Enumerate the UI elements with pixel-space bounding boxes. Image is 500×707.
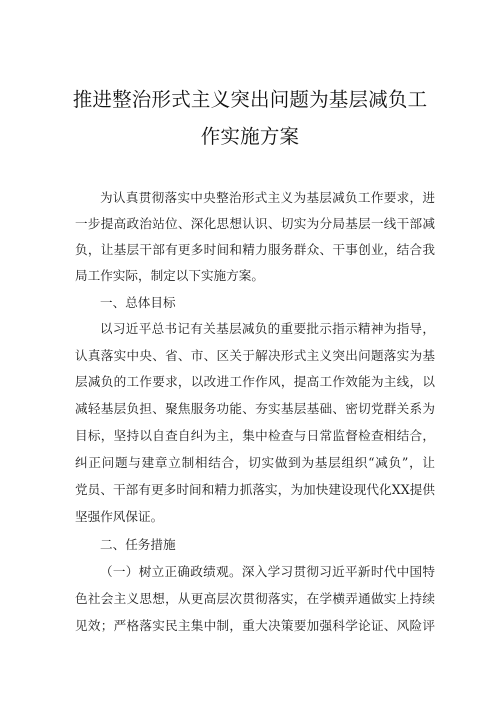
body-line: 层减负的工作要求，以改进工作作风，提高工作效能为主线，以 xyxy=(75,374,435,389)
body-line: 见效；严格落实民主集中制，重大决策要加强科学论证、风险评 xyxy=(75,618,435,633)
body-line: 党员、干部有更多时间和精力抓落实，为加快建设现代化XX提供 xyxy=(75,482,435,497)
document-title-line-2: 作实施方案 xyxy=(200,125,300,148)
body-line: 一步提高政治站位、深化思想认识、切实为分局基层一线干部减 xyxy=(75,216,435,231)
body-line: 目标，坚持以自查自纠为主，集中检查与日常监督检查相结合， xyxy=(75,428,435,443)
body-line: 减轻基层负担、聚焦服务功能、夯实基层基础、密切党群关系为 xyxy=(75,401,435,416)
body-line: 以习近平总书记有关基层减负的重要批示指示精神为指导， xyxy=(100,321,435,336)
body-line: 色社会主义思想，从更高层次贯彻落实，在学横弄通做实上持续 xyxy=(75,591,435,606)
body-line: 坚强作风保证。 xyxy=(75,509,164,524)
body-line: 负，让基层干部有更多时间和精力服务群众、干事创业，结合我 xyxy=(75,242,435,257)
section-heading: 二、任务措施 xyxy=(100,537,176,552)
document-title-line-1: 推进整治形式主义突出问题为基层减负工 xyxy=(72,88,428,111)
body-line: 纠正问题与建章立制相结合，切实做到为基层组织“减负”，让 xyxy=(75,455,435,470)
body-line: 认真落实中央、省、市、区关于解决形式主义突出问题落实为基 xyxy=(75,348,435,363)
section-heading: 一、总体目标 xyxy=(100,295,176,310)
body-line: 为认真贯彻落实中央整治形式主义为基层减负工作要求，进 xyxy=(100,190,435,205)
body-line: 局工作实际，制定以下实施方案。 xyxy=(75,268,264,283)
body-line: （一）树立正确政绩观。深入学习贯彻习近平新时代中国特 xyxy=(100,564,435,579)
